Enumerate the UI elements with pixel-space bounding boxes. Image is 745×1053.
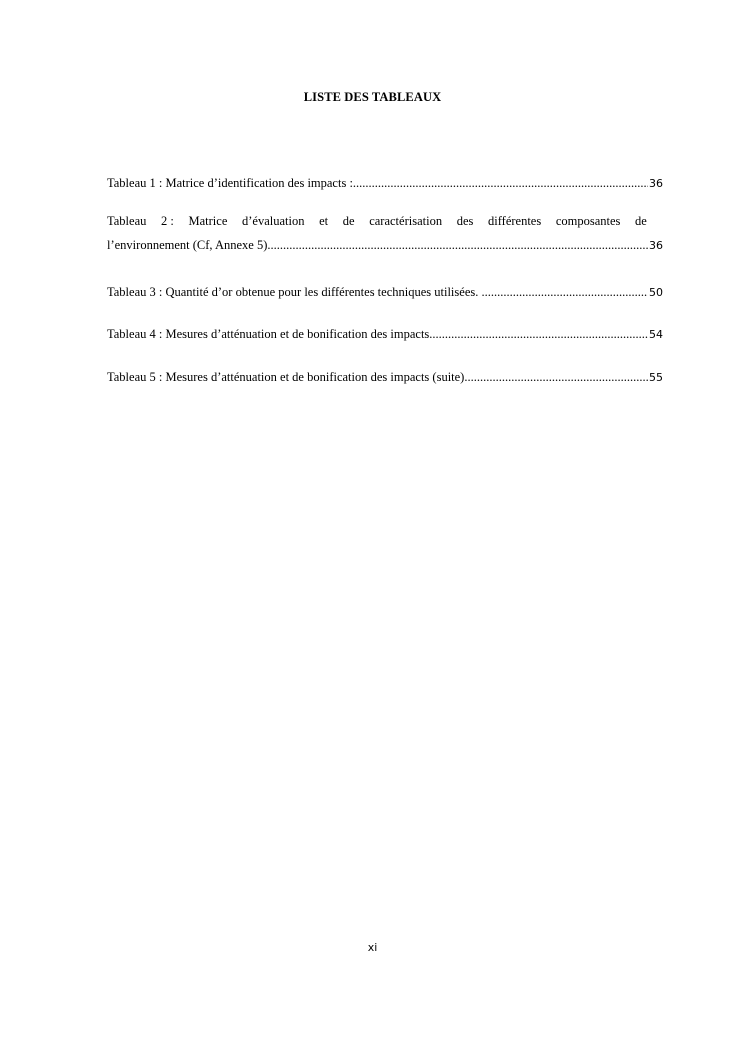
word: et — [319, 214, 329, 228]
toc-page-number: 50 — [649, 286, 663, 299]
toc-entry-text: Tableau 4 : Mesures d’atténuation et de bonification des impacts — [107, 327, 430, 341]
word: caractérisation — [369, 214, 443, 228]
dot-leader — [267, 237, 648, 254]
toc-entry-tableau-3[interactable] — [107, 284, 663, 301]
toc-page-number: 54 — [649, 328, 663, 341]
dot-leader — [353, 175, 648, 192]
toc-entry-text-line-1 — [107, 213, 663, 230]
toc-page-number: 36 — [649, 177, 663, 190]
page-number-footer: xi — [367, 941, 378, 954]
page-title: LISTE DES TABLEAUX — [303, 90, 442, 104]
word: Tableau — [107, 214, 147, 228]
toc-entry-text: Tableau 1 : Matrice d’identification des impacts : — [107, 176, 353, 190]
word: composantes — [555, 214, 621, 228]
toc-entry-text: Tableau 5 : Mesures d’atténuation et de bonification des impacts (suite) — [107, 370, 465, 384]
toc-page-number: 36 — [649, 239, 663, 252]
toc-entry-tableau-1[interactable] — [107, 175, 663, 192]
toc-entry-tableau-5[interactable] — [107, 369, 663, 386]
word: de — [342, 214, 355, 228]
word: de — [635, 214, 647, 228]
word: des — [456, 214, 474, 228]
word: d’évaluation — [242, 214, 305, 228]
toc-page-number: 55 — [649, 371, 663, 384]
toc-entry-tableau-4[interactable] — [107, 326, 663, 343]
word: différentes — [488, 214, 542, 228]
dot-leader — [481, 284, 648, 301]
word: 2 : — [161, 214, 174, 228]
toc-entry-tableau-2[interactable] — [107, 213, 663, 254]
word: Matrice — [188, 214, 228, 228]
dot-leader — [464, 369, 648, 386]
toc-entry-text-line-2: l’environnement (Cf, Annexe 5) — [107, 238, 268, 252]
toc-entry-text: Tableau 3 : Quantité d’or obtenue pour les différentes techniques utilisées. — [107, 285, 482, 299]
dot-leader — [429, 326, 648, 343]
